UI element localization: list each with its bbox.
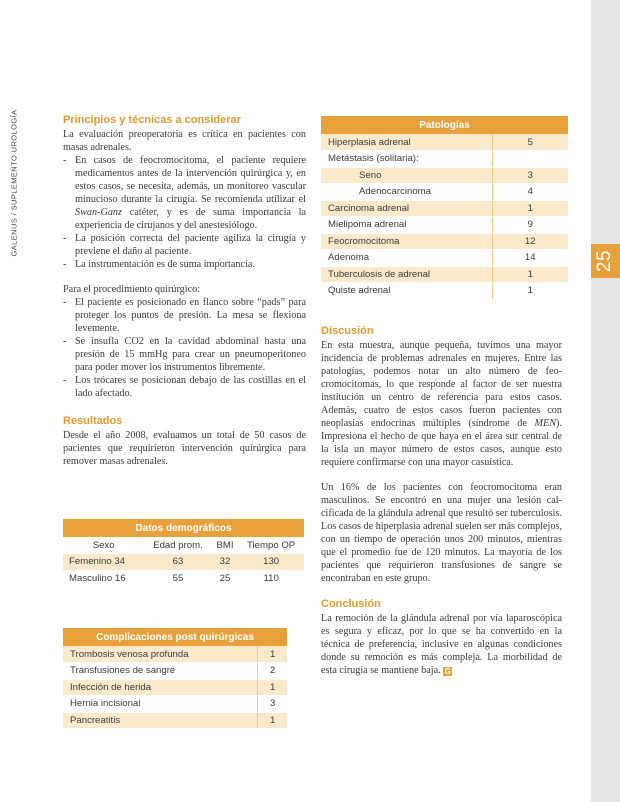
table-cell: Hiperplasia adrenal — [321, 134, 492, 151]
table-row — [321, 134, 568, 151]
table-row — [321, 200, 568, 217]
table-cell: Masculino 16 — [63, 570, 144, 587]
table-cell: 5 — [492, 134, 568, 151]
table-cell: 14 — [492, 250, 568, 267]
table-cell: Tuberculosis de adrenal — [321, 266, 492, 283]
section-heading-resultados: Resultados — [63, 415, 123, 427]
table-cell: 2 — [258, 663, 287, 680]
column-header: BMI — [212, 537, 239, 554]
table-row — [63, 679, 287, 696]
table-cell: Transfusiones de sangre — [63, 663, 258, 680]
paragraph-discusion-2: Un 16% de los pacientes con feocromocitoma eran masculinos. Se encontró en una mujer una lesión calcificada de la glándula adrenal que resultó ser tuberculosis. Los casos de hiperplasia adrenal suelen ser más complejos, con un tiempo de operación unos 200 minutos, mientras que el promedio fue de 120 minutos. La mayoría de los pacientes que requirieron transfusiones de sangre se encontraban en este grupo. — [321, 482, 562, 584]
list-item: - Los trócares se posicionan debajo de las costillas en el lado afectado. — [63, 374, 306, 400]
principles-list — [63, 154, 306, 271]
column-header: Edad prom. — [144, 537, 212, 554]
table-cell: 1 — [258, 712, 287, 729]
table-cell: 32 — [212, 554, 239, 571]
table-header-row — [63, 537, 304, 554]
table-cell: 1 — [258, 679, 287, 696]
table-cell: 4 — [492, 184, 568, 201]
table-cell: Trombosis venosa profunda — [63, 646, 258, 663]
paragraph-discusion-1: En esta muestra, aunque pequeña, tuvimos una mayor incidencia de problemas adrenales en mujeres. Entre las patologías, podemos notar un alto número de feocromocitomas, lo que responde al factor de ser nuestra institución un centro de referencia para estos casos. Además, cuatro de estos casos fueron pacientes con neoplasias endocrinas múltiples (síndrome de MEN). Impresiona el hecho de que haya en el área sur central de la isla un mayor número de estos casos, aunque esto requiere confirmarse con una mayor casuística. — [321, 340, 562, 468]
list-item: - El paciente es posicionado en flanco sobre “pads” para proteger los puntos de presión. La mesa se flexiona levemente. — [63, 296, 306, 335]
table-cell: Feocromocitoma — [321, 233, 492, 250]
table-title: Patologías — [321, 116, 568, 134]
table-cell: 130 — [238, 554, 304, 571]
end-mark-icon: G — [444, 667, 451, 676]
list-item: - La instrumentación es de suma importancia. — [63, 258, 306, 271]
table-title: Complicaciones post quirúrgicas — [63, 628, 287, 646]
emphasis: MEN — [534, 418, 557, 429]
section-heading-principios: Principios y técnicas a considerar — [63, 114, 241, 126]
table-cell: 9 — [492, 217, 568, 234]
table-cell — [492, 151, 568, 168]
table-cell: 3 — [258, 696, 287, 713]
table-row — [63, 712, 287, 729]
table-cell: 1 — [492, 266, 568, 283]
table-row — [63, 554, 304, 571]
table-cell: 110 — [238, 570, 304, 587]
table-row — [63, 570, 304, 587]
table-cell: Hernia incisional — [63, 696, 258, 713]
paragraph-procedure-intro: Para el procedimiento quirúrgico: — [63, 284, 201, 295]
table-row — [63, 696, 287, 713]
table-cell: 12 — [492, 233, 568, 250]
table-cell: 1 — [258, 646, 287, 663]
demographics-table — [63, 519, 304, 587]
table-row — [63, 646, 287, 663]
sidebar-label: GALENUS / SUPLEMENTO UROLOGÍA — [9, 109, 19, 257]
section-heading-discusion: Discusión — [321, 325, 374, 337]
table-cell: 55 — [144, 570, 212, 587]
table-row — [321, 233, 568, 250]
table-cell: Quiste adrenal — [321, 283, 492, 300]
list-item: - Se insufla CO2 en la cavidad abdominal hasta una presión de 15 mmHg para crear un pneumoperitoneo para poder mover los instrumentos libremente. — [63, 335, 306, 374]
table-cell: Metástasis (solitaria): — [321, 151, 492, 168]
table-row — [321, 250, 568, 267]
table-cell: Adenoma — [321, 250, 492, 267]
column-header: Tiempo OP — [238, 537, 304, 554]
table-cell: Infección de herida — [63, 679, 258, 696]
paragraph-resultados: Desde el año 2008, evaluamos un total de 50 casos de pacientes que requirieron intervención quirúrgica para remover masas adrenales. — [63, 430, 306, 467]
page-number: 25 — [591, 244, 620, 278]
list-item: - La posición correcta del paciente agiliza la cirugía y previene el daño al paciente. — [63, 232, 306, 258]
table-cell: Mielipoma adrenal — [321, 217, 492, 234]
table-cell: 1 — [492, 200, 568, 217]
table-row — [321, 151, 568, 168]
table-row — [321, 283, 568, 300]
table-title: Datos demográficos — [63, 519, 304, 537]
column-header: Sexo — [63, 537, 144, 554]
right-column — [321, 325, 562, 677]
paragraph-conclusion: La remoción de la glándula adrenal por vía laparoscópica es segura y eficaz, por lo que se ha convertido en la técnica de preferencia, inclusive en algunas condiciones donde su remoción es más compleja. La morbilidad de esta cirugía se mantiene baja. G — [321, 613, 562, 676]
emphasis: Swan-Ganz — [75, 207, 122, 218]
table-cell: Femenino 34 — [63, 554, 144, 571]
table-cell: Carcinoma adrenal — [321, 200, 492, 217]
pathologies-table — [321, 116, 568, 300]
paragraph-intro: La evaluación preoperatoria es crítica en pacientes con masas adrenales. — [63, 129, 306, 153]
list-item: - En casos de feocromocitoma, el paciente requiere medicamentos antes de la intervención quirúrgica y, en estos casos, se necesita, además, un monitoreo vascular minucioso durante la cirugía. Se recomienda utilizar el Swan-Ganz catéter, y es de suma importancia la experiencia de cirujanos y del anestesiólogo. — [63, 154, 306, 232]
procedure-list — [63, 296, 306, 400]
section-heading-conclusion: Conclusión — [321, 598, 381, 610]
complications-table — [63, 628, 287, 729]
table-row — [321, 184, 568, 201]
table-cell: 63 — [144, 554, 212, 571]
table-cell: 3 — [492, 167, 568, 184]
table-cell: 1 — [492, 283, 568, 300]
table-row — [63, 663, 287, 680]
table-cell: Adenocarcinoma — [321, 184, 492, 201]
left-column — [63, 114, 306, 468]
table-cell: Pancreatitis — [63, 712, 258, 729]
page-sidebar — [591, 0, 620, 802]
table-row — [321, 167, 568, 184]
table-row — [321, 266, 568, 283]
table-cell: Seno — [321, 167, 492, 184]
table-row — [321, 217, 568, 234]
table-cell: 25 — [212, 570, 239, 587]
